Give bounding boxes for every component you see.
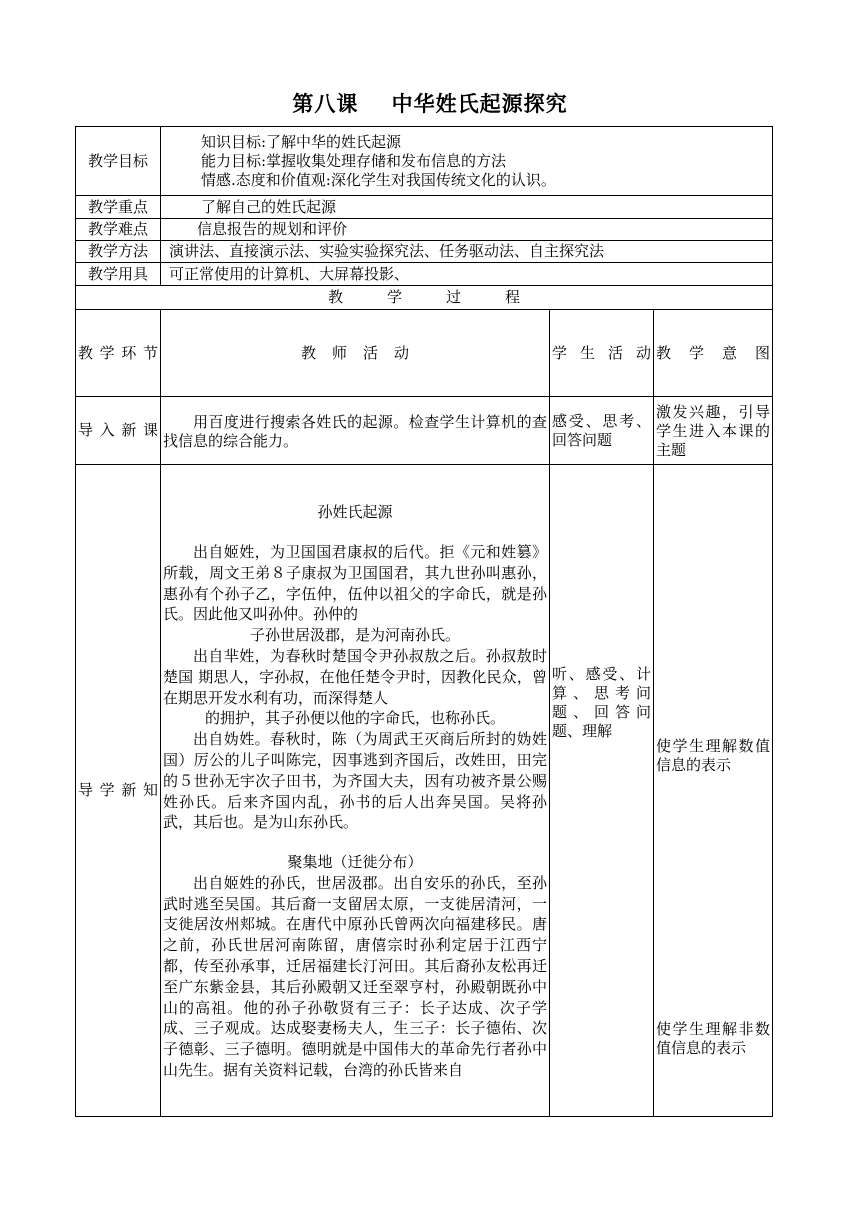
process-header: 教 学 过 程 bbox=[76, 286, 773, 310]
key-point-value: 了解自己的姓氏起源 bbox=[161, 196, 773, 219]
new-knowledge-row bbox=[76, 465, 773, 1117]
col-student-header: 学生活动 bbox=[550, 310, 654, 397]
difficulty-row bbox=[76, 219, 773, 241]
difficulty-value: 信息报告的规划和评价 bbox=[161, 219, 773, 241]
intro-student-activity: 感受、思考、回答问题 bbox=[550, 397, 654, 465]
tools-value: 可正常使用的计算机、大屏幕投影、 bbox=[161, 263, 773, 286]
origin-paragraph-2-end: 的拥护，其子孙便以他的字命氏，也称孙氏。 bbox=[204, 709, 505, 728]
lesson-plan-table bbox=[75, 126, 773, 1117]
origin-paragraph-2: 出自芈姓，为春秋时楚国令尹孙叔敖之后。孙叔敖时楚国 期思人，字孙叔，在他任楚令尹时，因教化民众，曾在期思开发水利有功，而深得楚人 bbox=[163, 646, 547, 707]
intro-intent: 激发兴趣，引导学生进入本课的主题 bbox=[654, 397, 773, 465]
distribution-paragraph: 出自姬姓的孙氏，世居汲郡。出自安乐的孙氏，至孙武时逃至吴国。其后裔一支留居太原，一支徙居清河，一支徙居汝州郏城。在唐代中原孙氏曾两次向福建移民。唐之前，孙氏世居河南陈留，唐僖宗时孙利定居于江西宁都，传至孙承事，迁居福建长汀河田。其后裔孙友松再迁至广东紫金县，其后孙殿朝又迁至翠亨村，孙殿朝既孙中山的高祖。他的孙子孙敬贤有三子：长子达成、次子学成、三子观成。达成娶妻杨夫人，生三子：长子德佑、次子德彰、三子德明。德明就是中国伟大的革命先行者孙中山先生。据有关资料记载，台湾的孙氏皆来自 bbox=[163, 873, 547, 1080]
method-value: 演讲法、直接演示法、实验实验探究法、任务驱动法、自主探究法 bbox=[161, 241, 773, 263]
col-intent-header: 教学意图 bbox=[654, 310, 773, 397]
objective-knowledge: 知识目标:了解中华的姓氏起源 bbox=[201, 132, 402, 151]
origin-paragraph-1: 出自姬姓，为卫国国君康叔的后代。拒《元和姓篡》所载，周文王弟８子康叔为卫国国君，其九世孙叫惠孙，惠孙有个孙子乙，字伍仲，伍仲以祖父的字命氏，就是孙氏。因此他又叫孙仲。孙仲的 bbox=[163, 542, 547, 624]
method-row bbox=[76, 241, 773, 263]
intro-stage: 导入新课 bbox=[76, 397, 161, 465]
objectives-row bbox=[76, 127, 773, 196]
intent-non-numeric-info: 使学生理解非数值信息的表示 bbox=[656, 1020, 770, 1057]
col-teacher-header: 教 师 活 动 bbox=[161, 310, 550, 397]
intent-numeric-info: 使学生理解数值信息的表示 bbox=[656, 737, 770, 774]
objective-emotion: 情感.态度和价值观:深化学生对我国传统文化的认识。 bbox=[201, 170, 556, 189]
column-header-row bbox=[76, 310, 773, 397]
intro-teacher-activity: 用百度进行搜索各姓氏的起源。检查学生计算机的查找信息的综合能力。 bbox=[163, 413, 547, 450]
origin-paragraph-3: 出自妫姓。春秋时，陈（为周武王灭商后所封的妫姓国）厉公的儿子叫陈完，因事逃到齐国后，改姓田，田完的５世孙无宇次子田书，为齐国大夫，因有功被齐景公赐姓孙氏。后来齐国内乱，孙书的后人出奔吴国。吴将孙武，其后也。是为山东孙氏。 bbox=[163, 730, 547, 832]
key-point-label: 教学重点 bbox=[76, 196, 161, 219]
process-header-row bbox=[76, 286, 773, 310]
intro-row bbox=[76, 397, 773, 465]
tools-label: 教学用具 bbox=[76, 263, 161, 286]
origin-paragraph-1-end: 子孙世居汲郡，是为河南孙氏。 bbox=[249, 626, 460, 645]
objective-ability: 能力目标:掌握收集处理存储和发布信息的方法 bbox=[201, 151, 507, 170]
surname-origin-heading: 孙姓氏起源 bbox=[317, 503, 393, 522]
new-knowledge-student-activity: 听、感受、计算、思考问题、回答问题、理解 bbox=[550, 465, 654, 1117]
method-label: 教学方法 bbox=[76, 241, 161, 263]
objectives-content bbox=[161, 127, 773, 196]
difficulty-label: 教学难点 bbox=[76, 219, 161, 241]
distribution-heading: 聚集地（迁徙分布） bbox=[287, 853, 423, 872]
col-stage-header: 教学环节 bbox=[76, 310, 161, 397]
objectives-label: 教学目标 bbox=[76, 127, 161, 196]
page-title: 第八课 中华姓氏起源探究 bbox=[292, 92, 568, 116]
key-point-row bbox=[76, 196, 773, 219]
new-knowledge-teacher-activity bbox=[161, 465, 550, 1117]
new-knowledge-stage: 导学新知 bbox=[76, 465, 161, 1117]
tools-row bbox=[76, 263, 773, 286]
new-knowledge-intent bbox=[654, 465, 773, 1117]
